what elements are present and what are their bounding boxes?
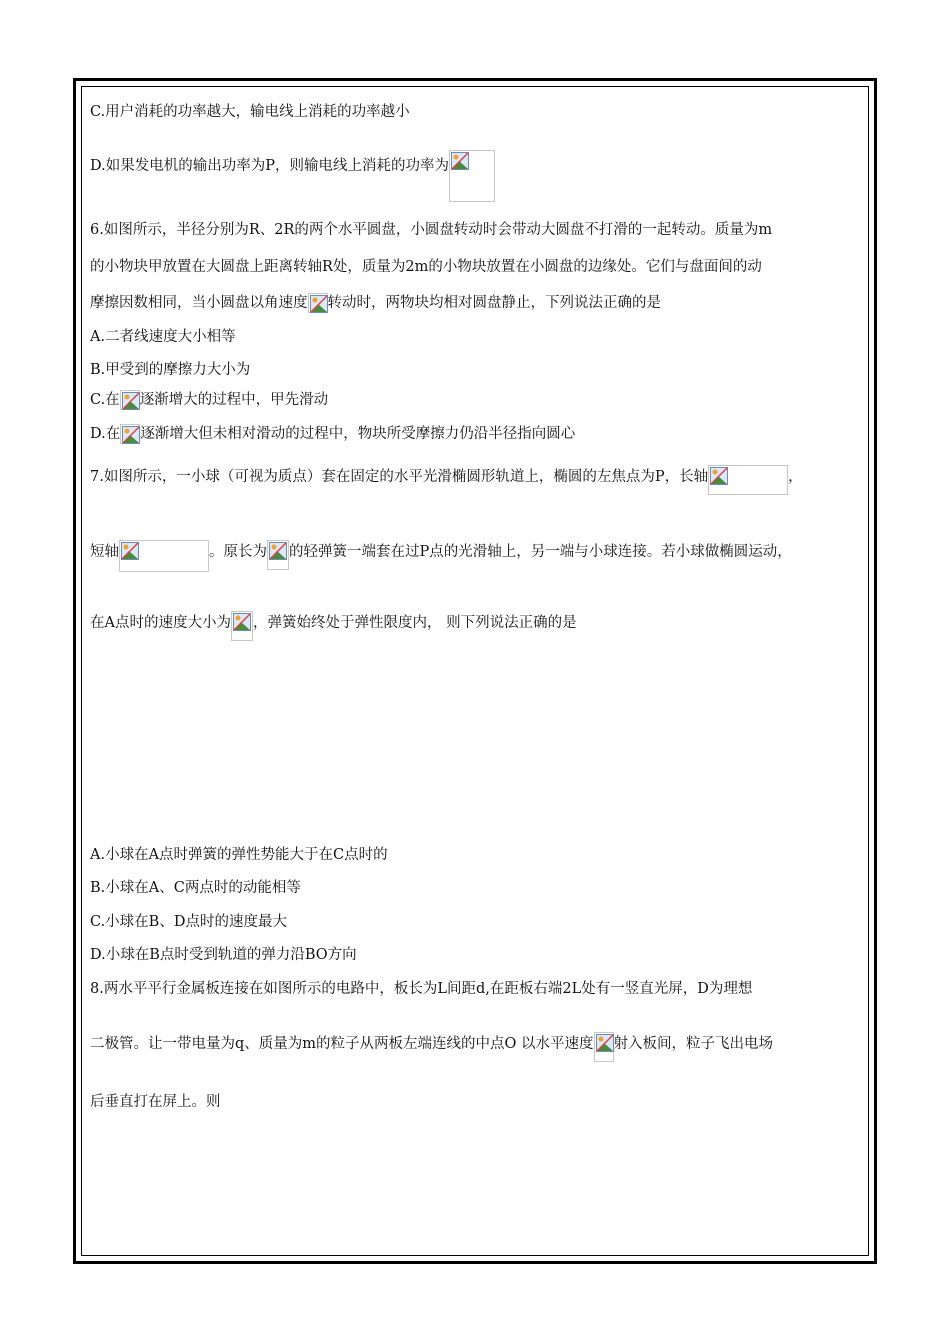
text: D.小球在B点时受到轨道的弹力沿BO方向	[90, 947, 357, 963]
q7-option-b	[90, 879, 301, 897]
text: 后垂直打在屏上。则	[90, 1094, 221, 1110]
q6-option-a	[90, 328, 236, 346]
text: 逐渐增大的过程中，甲先滑动	[139, 392, 329, 408]
q6-line-2	[90, 258, 762, 276]
text: ，	[788, 469, 803, 485]
text: 在A点时的速度大小为	[90, 615, 231, 631]
q7-option-d	[90, 946, 357, 964]
formula-image-icon	[449, 150, 495, 202]
omega-image-icon	[308, 293, 328, 313]
formula-image-icon	[708, 465, 788, 495]
text: D.在	[90, 426, 121, 442]
text: 8.两水平平行金属板连接在如图所示的电路中，板长为L间距d,在距板右端2L处有一竖直光屏，D为理想	[90, 981, 753, 997]
q7-option-a	[90, 846, 388, 864]
text: 转动时，两物块均相对圆盘静止，下列说法正确的是	[327, 295, 661, 311]
text: A.二者线速度大小相等	[90, 329, 236, 345]
text: 的轻弹簧一端套在过P点的光滑轴上，另一端与小球连接。若小球做椭圆运动，	[289, 544, 792, 560]
q8-line-1	[90, 980, 752, 998]
formula-image-icon	[231, 611, 253, 641]
text: ，弹簧始终处于弹性限度内， 则下列说法正确的是	[252, 615, 577, 631]
q7-line-2	[90, 540, 792, 572]
text: B.小球在A、C两点时的动能相等	[90, 880, 301, 896]
q8-line-3	[90, 1093, 221, 1111]
text: D.如果发电机的输出功率为P，则输电线上消耗的功率为	[90, 158, 449, 174]
text: 。原长为	[209, 544, 267, 560]
formula-image-icon	[119, 540, 209, 572]
text: 二极管。让一带电量为q、质量为m的粒子从两板左端连线的中点O 以水平速度	[90, 1036, 594, 1052]
text: 6.如图所示，半径分别为R、2R的两个水平圆盘，小圆盘转动时会带动大圆盘不打滑的一起转动。质量为m	[90, 222, 773, 238]
text: 的小物块甲放置在大圆盘上距离转轴R处，质量为2m的小物块放置在小圆盘的边缘处。它们与盘面间的动	[90, 259, 762, 275]
v0-image-icon	[594, 1032, 614, 1062]
q6-line-3	[90, 293, 661, 313]
text: 摩擦因数相同，当小圆盘以角速度	[90, 295, 308, 311]
omega-image-icon	[120, 424, 140, 444]
text: 逐渐增大但未相对滑动的过程中，物块所受摩擦力仍沿半径指向圆心	[140, 426, 576, 442]
formula-image-icon	[267, 540, 289, 570]
text: 射入板间，粒子飞出电场	[613, 1036, 774, 1052]
text: 短轴	[90, 544, 119, 560]
option-5d	[90, 150, 495, 202]
q7-line-3	[90, 611, 577, 641]
text: C.用户消耗的功率越大，输电线上消耗的功率越小	[90, 104, 410, 120]
text: C.小球在B、D点时的速度最大	[90, 914, 287, 930]
text: B.甲受到的摩擦力大小为	[90, 362, 251, 378]
q7-line-1	[90, 465, 803, 495]
q6-line-1	[90, 221, 772, 239]
text: A.小球在A点时弹簧的弹性势能大于在C点时的	[90, 847, 388, 863]
q7-option-c	[90, 913, 287, 931]
text: 7.如图所示，一小球（可视为质点）套在固定的水平光滑椭圆形轨道上，椭圆的左焦点为P，长轴	[90, 469, 709, 485]
q6-option-b	[90, 361, 250, 379]
text: C.在	[90, 392, 120, 408]
omega-image-icon	[120, 390, 140, 410]
q8-line-2	[90, 1032, 773, 1062]
q6-option-c	[90, 390, 328, 410]
option-5c	[90, 103, 410, 121]
q6-option-d	[90, 424, 575, 444]
